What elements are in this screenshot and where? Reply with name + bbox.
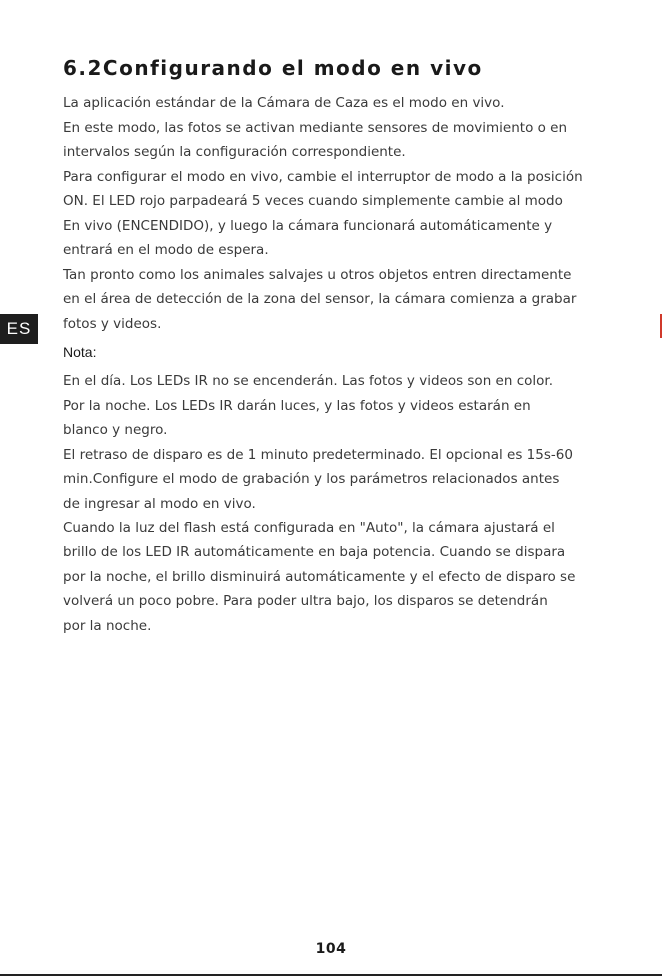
text-line: En este modo, las fotos se activan mediante sensores de movimiento o en — [63, 119, 568, 136]
text-line: Cuando la luz del flash está configurada en "Auto", la cámara ajustará el — [63, 519, 555, 536]
paragraph-note-flash — [63, 516, 623, 639]
paragraph-note-trigger-delay — [63, 443, 623, 517]
text-line: por la noche. — [63, 617, 152, 634]
text-line: La aplicación estándar de la Cámara de Caza es el modo en vivo. — [63, 95, 505, 111]
text-line: En el día. Los LEDs IR no se encenderán. Las fotos y videos son en color. — [63, 373, 553, 389]
paragraph-note-night — [63, 394, 623, 443]
paragraph-detection — [63, 263, 623, 337]
text-line: blanco y negro. — [63, 422, 168, 438]
paragraph-configuration — [63, 165, 623, 263]
text-line: brillo de los LED IR automáticamente en baja potencia. Cuando se dispara — [63, 544, 566, 560]
page-number: 104 — [315, 941, 347, 957]
text-line: intervalos según la configuración correspondiente. — [63, 144, 406, 160]
text-line: El retraso de disparo es de 1 minuto predeterminado. El opcional es 15s-60 — [63, 446, 573, 463]
bottom-rule — [0, 974, 662, 976]
note-label: Nota: — [63, 344, 97, 360]
text-line: por la noche, el brillo disminuirá automáticamente y el efecto de disparo se — [63, 568, 576, 585]
section-heading: 6.2Configurando el modo en vivo — [63, 56, 483, 80]
text-line: de ingresar al modo en vivo. — [63, 495, 256, 512]
text-line: volverá un poco pobre. Para poder ultra bajo, los disparos se detendrán — [63, 593, 548, 609]
paragraph-intro — [63, 91, 623, 116]
language-tab-label: ES — [6, 319, 32, 338]
text-line: min.Configure el modo de grabación y los parámetros relacionados antes — [63, 471, 560, 487]
text-line: en el área de detección de la zona del sensor, la cámara comienza a grabar — [63, 291, 577, 307]
text-line: En vivo (ENCENDIDO), y luego la cámara funcionará automáticamente y — [63, 217, 553, 234]
text-line: ON. El LED rojo parpadeará 5 veces cuando simplemente cambie al modo — [63, 193, 563, 209]
language-tab — [0, 314, 38, 344]
text-line: Por la noche. Los LEDs IR darán luces, y las fotos y videos estarán en — [63, 397, 531, 414]
paragraph-note-day — [63, 369, 623, 394]
text-line: Para configurar el modo en vivo, cambie el interruptor de modo a la posición — [63, 168, 583, 185]
text-line: fotos y videos. — [63, 315, 162, 332]
paragraph-mode-description — [63, 116, 623, 165]
text-line: entrará en el modo de espera. — [63, 242, 269, 258]
text-line: Tan pronto como los animales salvajes u otros objetos entren directamente — [63, 266, 572, 283]
